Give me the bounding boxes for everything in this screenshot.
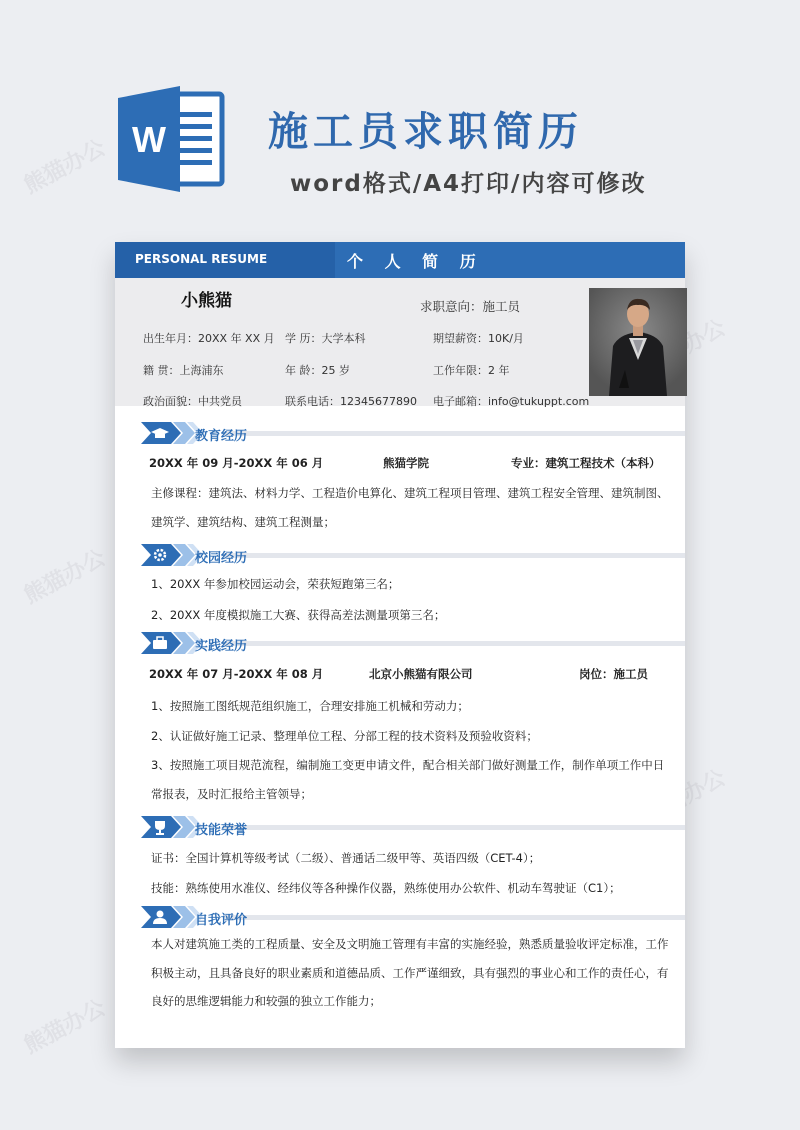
section-divider <box>223 825 685 830</box>
word-doc-icon <box>118 86 228 192</box>
profile-photo <box>589 288 687 396</box>
self-eval-title: 自我评价 <box>195 913 248 928</box>
watermark: 熊猫办公 <box>20 545 110 609</box>
education-school: 熊猫学院 <box>383 456 429 470</box>
page-title: 施工员求职简历 <box>268 109 583 155</box>
skills-title: 技能荣誉 <box>195 823 248 838</box>
practice-item: 3、按照施工项目规范流程，编制施工变更申请文件，配合相关部门做好测量工作，制作单项工作中日常报表，及时汇报给主管领导； <box>151 758 665 801</box>
objective-label: 求职意向： <box>420 299 483 314</box>
personal-resume-label: PERSONAL RESUME <box>135 252 268 266</box>
practice-item: 2、认证做好施工记录、整理单位工程、分部工程的技术资料及预验收资料； <box>151 729 538 743</box>
section-divider <box>223 431 685 436</box>
campus-item: 2、20XX 年度模拟施工大赛、获得高差法测量项第三名； <box>151 608 446 622</box>
hometown-field: 籍 贯：上海浦东 <box>143 364 224 377</box>
self-eval-text: 本人对建筑施工类的工程质量、安全及文明施工管理有丰富的实施经验，熟悉质量验收评定标准，工作积极主动，且具备良好的职业素质和道德品质、工作严谨细致，具有强烈的事业心和工作的责任心，有良好的思维逻辑能力和较强的独立工作能力； <box>151 937 669 1008</box>
resume-heading: 个 人 简 历 <box>347 252 484 271</box>
section-divider <box>223 915 685 920</box>
page-subtitle: word格式/A4打印/内容可修改 <box>290 171 647 197</box>
campus-section-header <box>115 544 685 566</box>
practice-company: 北京小熊猫有限公司 <box>369 667 473 681</box>
job-objective <box>420 297 520 315</box>
practice-period: 20XX 年 07 月-20XX 年 08 月 <box>149 667 324 681</box>
political-field: 政治面貌：中共党员 <box>143 395 242 408</box>
skills-section-header <box>115 816 685 838</box>
birth-field: 出生年月：20XX 年 XX 月 <box>143 332 275 345</box>
resume-sheet <box>115 242 685 1048</box>
education-section-header <box>115 422 685 444</box>
experience-field: 工作年限：2 年 <box>433 364 510 377</box>
resume-header <box>115 242 685 278</box>
phone-field: 联系电话：12345677890 <box>285 395 417 408</box>
education-major: 专业：建筑工程技术（本科） <box>511 456 661 470</box>
self-eval-section-header <box>115 906 685 928</box>
objective-value: 施工员 <box>482 299 521 314</box>
watermark: 熊猫办公 <box>20 135 110 199</box>
age-field: 年 龄：25 岁 <box>285 364 350 377</box>
section-divider <box>223 553 685 558</box>
practice-item: 1、按照施工图纸规范组织施工，合理安排施工机械和劳动力； <box>151 699 469 713</box>
section-divider <box>223 641 685 646</box>
practice-title: 实践经历 <box>195 639 248 654</box>
education-title: 教育经历 <box>195 429 248 444</box>
education-field: 学 历：大学本科 <box>285 332 366 345</box>
practice-section-header <box>115 632 685 654</box>
skills-certificates: 证书：全国计算机等级考试（二级）、普通话二级甲等、英语四级（CET-4）； <box>151 851 541 865</box>
candidate-name: 小熊猫 <box>181 291 232 311</box>
campus-title: 校园经历 <box>195 551 248 566</box>
education-courses: 主修课程：建筑法、材料力学、工程造价电算化、建筑工程项目管理、建筑工程安全管理、建筑制图、建筑学、建筑结构、建筑工程测量； <box>151 486 669 529</box>
email-field: 电子邮箱：info@tukuppt.com <box>433 395 590 408</box>
watermark: 熊猫办公 <box>20 995 110 1059</box>
education-period: 20XX 年 09 月-20XX 年 06 月 <box>149 456 324 470</box>
header-left-block <box>115 242 335 278</box>
salary-field: 期望薪资：10K/月 <box>433 332 524 345</box>
practice-position: 岗位：施工员 <box>579 667 648 681</box>
skills-abilities: 技能：熟练使用水准仪、经纬仪等各种操作仪器，熟练使用办公软件、机动车驾驶证（C1）； <box>151 881 621 895</box>
word-letter: W <box>132 119 166 160</box>
campus-item: 1、20XX 年参加校园运动会，荣获短跑第三名； <box>151 577 400 591</box>
